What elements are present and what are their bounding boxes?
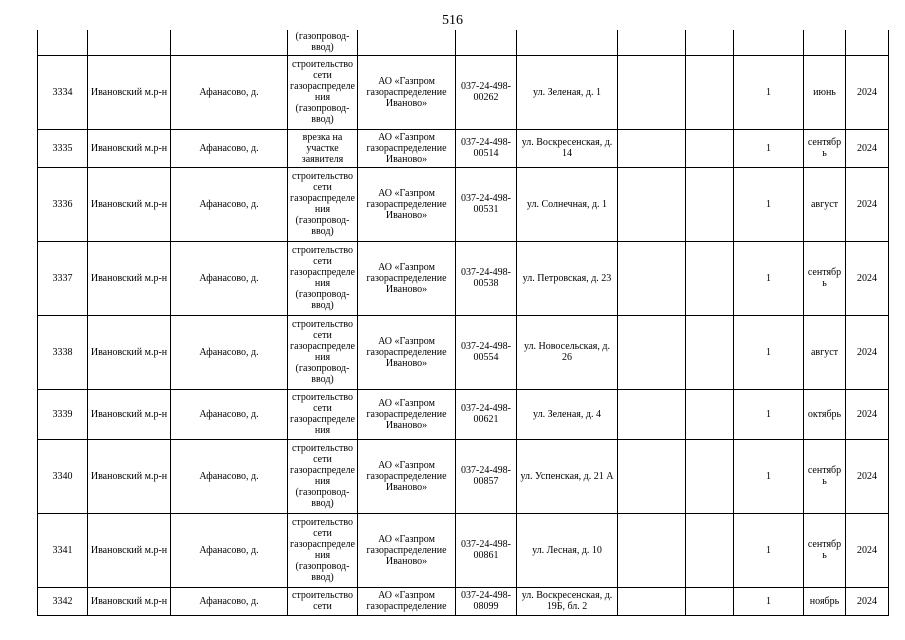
cell-month: сентябрь: [804, 439, 846, 513]
cell-district: Ивановский м.р-н: [88, 167, 171, 241]
gasification-table: [37, 30, 889, 616]
cell-qty: [734, 30, 804, 55]
cell-district: Ивановский м.р-н: [88, 315, 171, 389]
cell-empty-9: [686, 513, 734, 587]
cell-org: АО «Газпром газораспределение Иваново»: [358, 241, 456, 315]
cell-address: ул. Воскресенская, д. 19Б, бл. 2: [517, 587, 618, 615]
cell-code: 037-24-498-08099: [456, 587, 517, 615]
cell-month: ноябрь: [804, 587, 846, 615]
page-number: 516: [442, 13, 463, 28]
cell-code: [456, 30, 517, 55]
cell-address: ул. Успенская, д. 21 А: [517, 439, 618, 513]
cell-qty: 1: [734, 439, 804, 513]
cell-code: 037-24-498-00514: [456, 129, 517, 167]
cell-work: врезка на участке заявителя: [288, 129, 358, 167]
cell-org: АО «Газпром газораспределение: [358, 587, 456, 615]
cell-num: 3342: [38, 587, 88, 615]
cell-locality: Афанасово, д.: [171, 315, 288, 389]
cell-locality: Афанасово, д.: [171, 389, 288, 439]
cell-address: ул. Лесная, д. 10: [517, 513, 618, 587]
cell-locality: Афанасово, д.: [171, 439, 288, 513]
cell-month: август: [804, 167, 846, 241]
cell-org: АО «Газпром газораспределение Иваново»: [358, 315, 456, 389]
cell-empty-9: [686, 30, 734, 55]
cell-year: [846, 30, 889, 55]
table-row: [38, 513, 889, 587]
cell-num: 3339: [38, 389, 88, 439]
cell-month: сентябрь: [804, 241, 846, 315]
table-row: [38, 167, 889, 241]
cell-year: 2024: [846, 129, 889, 167]
cell-empty-8: [618, 513, 686, 587]
cell-num: 3336: [38, 167, 88, 241]
table-body: [38, 30, 889, 615]
cell-empty-8: [618, 315, 686, 389]
continuation-row: [38, 30, 889, 55]
cell-district: Ивановский м.р-н: [88, 587, 171, 615]
cell-empty-9: [686, 315, 734, 389]
cell-empty-9: [686, 55, 734, 129]
cell-address: ул. Воскресенская, д. 14: [517, 129, 618, 167]
cell-empty-8: [618, 129, 686, 167]
cell-empty-9: [686, 389, 734, 439]
cell-org: АО «Газпром газораспределение Иваново»: [358, 439, 456, 513]
cell-year: 2024: [846, 513, 889, 587]
cell-work: строительство сети газораспределения: [288, 389, 358, 439]
table-row: [38, 55, 889, 129]
cell-address: ул. Зеленая, д. 4: [517, 389, 618, 439]
cell-qty: 1: [734, 587, 804, 615]
cell-code: 037-24-498-00531: [456, 167, 517, 241]
cell-empty-8: [618, 55, 686, 129]
cell-address: ул. Зеленая, д. 1: [517, 55, 618, 129]
cell-locality: Афанасово, д.: [171, 513, 288, 587]
table-row: [38, 315, 889, 389]
cell-empty-8: [618, 439, 686, 513]
cell-locality: Афанасово, д.: [171, 55, 288, 129]
cell-address: ул. Новосельская, д. 26: [517, 315, 618, 389]
cell-qty: 1: [734, 241, 804, 315]
cell-address: ул. Петровская, д. 23: [517, 241, 618, 315]
cell-qty: 1: [734, 129, 804, 167]
cell-org: АО «Газпром газораспределение Иваново»: [358, 55, 456, 129]
cell-district: Ивановский м.р-н: [88, 439, 171, 513]
cell-num: 3340: [38, 439, 88, 513]
cell-empty-8: [618, 30, 686, 55]
table-row: [38, 587, 889, 615]
cell-month: сентябрь: [804, 129, 846, 167]
cell-address: ул. Солнечная, д. 1: [517, 167, 618, 241]
cell-locality: [171, 30, 288, 55]
cell-work: строительство сети газораспределения (газопровод-ввод): [288, 241, 358, 315]
cell-work: строительство сети газораспределения (газопровод-ввод): [288, 439, 358, 513]
cell-empty-8: [618, 241, 686, 315]
cell-district: Ивановский м.р-н: [88, 241, 171, 315]
cell-code: 037-24-498-00554: [456, 315, 517, 389]
cell-code: 037-24-498-00538: [456, 241, 517, 315]
cell-locality: Афанасово, д.: [171, 587, 288, 615]
cell-month: [804, 30, 846, 55]
cell-work: строительство сети газораспределения (газопровод-ввод): [288, 513, 358, 587]
cell-org: АО «Газпром газораспределение Иваново»: [358, 513, 456, 587]
cell-num: 3334: [38, 55, 88, 129]
cell-qty: 1: [734, 513, 804, 587]
cell-month: сентябрь: [804, 513, 846, 587]
cell-year: 2024: [846, 241, 889, 315]
cell-work: (газопровод-ввод): [288, 30, 358, 55]
cell-qty: 1: [734, 55, 804, 129]
cell-empty-9: [686, 439, 734, 513]
cell-org: АО «Газпром газораспределение Иваново»: [358, 389, 456, 439]
cell-district: [88, 30, 171, 55]
cell-year: 2024: [846, 587, 889, 615]
cell-year: 2024: [846, 439, 889, 513]
cell-year: 2024: [846, 389, 889, 439]
cell-qty: 1: [734, 315, 804, 389]
cell-org: АО «Газпром газораспределение Иваново»: [358, 129, 456, 167]
cell-year: 2024: [846, 315, 889, 389]
cell-num: 3337: [38, 241, 88, 315]
cell-num: 3341: [38, 513, 88, 587]
table-row: [38, 129, 889, 167]
cell-org: [358, 30, 456, 55]
cell-empty-8: [618, 389, 686, 439]
cell-num: 3335: [38, 129, 88, 167]
cell-locality: Афанасово, д.: [171, 167, 288, 241]
cell-district: Ивановский м.р-н: [88, 513, 171, 587]
cell-district: Ивановский м.р-н: [88, 55, 171, 129]
cell-month: июнь: [804, 55, 846, 129]
table-row: [38, 439, 889, 513]
cell-code: 037-24-498-00262: [456, 55, 517, 129]
cell-qty: 1: [734, 389, 804, 439]
cell-month: август: [804, 315, 846, 389]
cell-district: Ивановский м.р-н: [88, 389, 171, 439]
cell-empty-8: [618, 167, 686, 241]
cell-year: 2024: [846, 55, 889, 129]
cell-empty-9: [686, 587, 734, 615]
cell-work: строительство сети газораспределения (газопровод-ввод): [288, 315, 358, 389]
table-row: [38, 241, 889, 315]
cell-work: строительство сети газораспределения (газопровод-ввод): [288, 55, 358, 129]
cell-locality: Афанасово, д.: [171, 241, 288, 315]
cell-org: АО «Газпром газораспределение Иваново»: [358, 167, 456, 241]
cell-num: 3338: [38, 315, 88, 389]
table-row: [38, 389, 889, 439]
cell-empty-9: [686, 167, 734, 241]
cell-code: 037-24-498-00861: [456, 513, 517, 587]
cell-district: Ивановский м.р-н: [88, 129, 171, 167]
cell-empty-9: [686, 241, 734, 315]
cell-locality: Афанасово, д.: [171, 129, 288, 167]
cell-empty-8: [618, 587, 686, 615]
cell-year: 2024: [846, 167, 889, 241]
cell-empty-9: [686, 129, 734, 167]
cell-work: строительство сети: [288, 587, 358, 615]
cell-month: октябрь: [804, 389, 846, 439]
cell-code: 037-24-498-00621: [456, 389, 517, 439]
cell-work: строительство сети газораспределения (газопровод-ввод): [288, 167, 358, 241]
cell-qty: 1: [734, 167, 804, 241]
cell-address: [517, 30, 618, 55]
cell-code: 037-24-498-00857: [456, 439, 517, 513]
cell-num: [38, 30, 88, 55]
